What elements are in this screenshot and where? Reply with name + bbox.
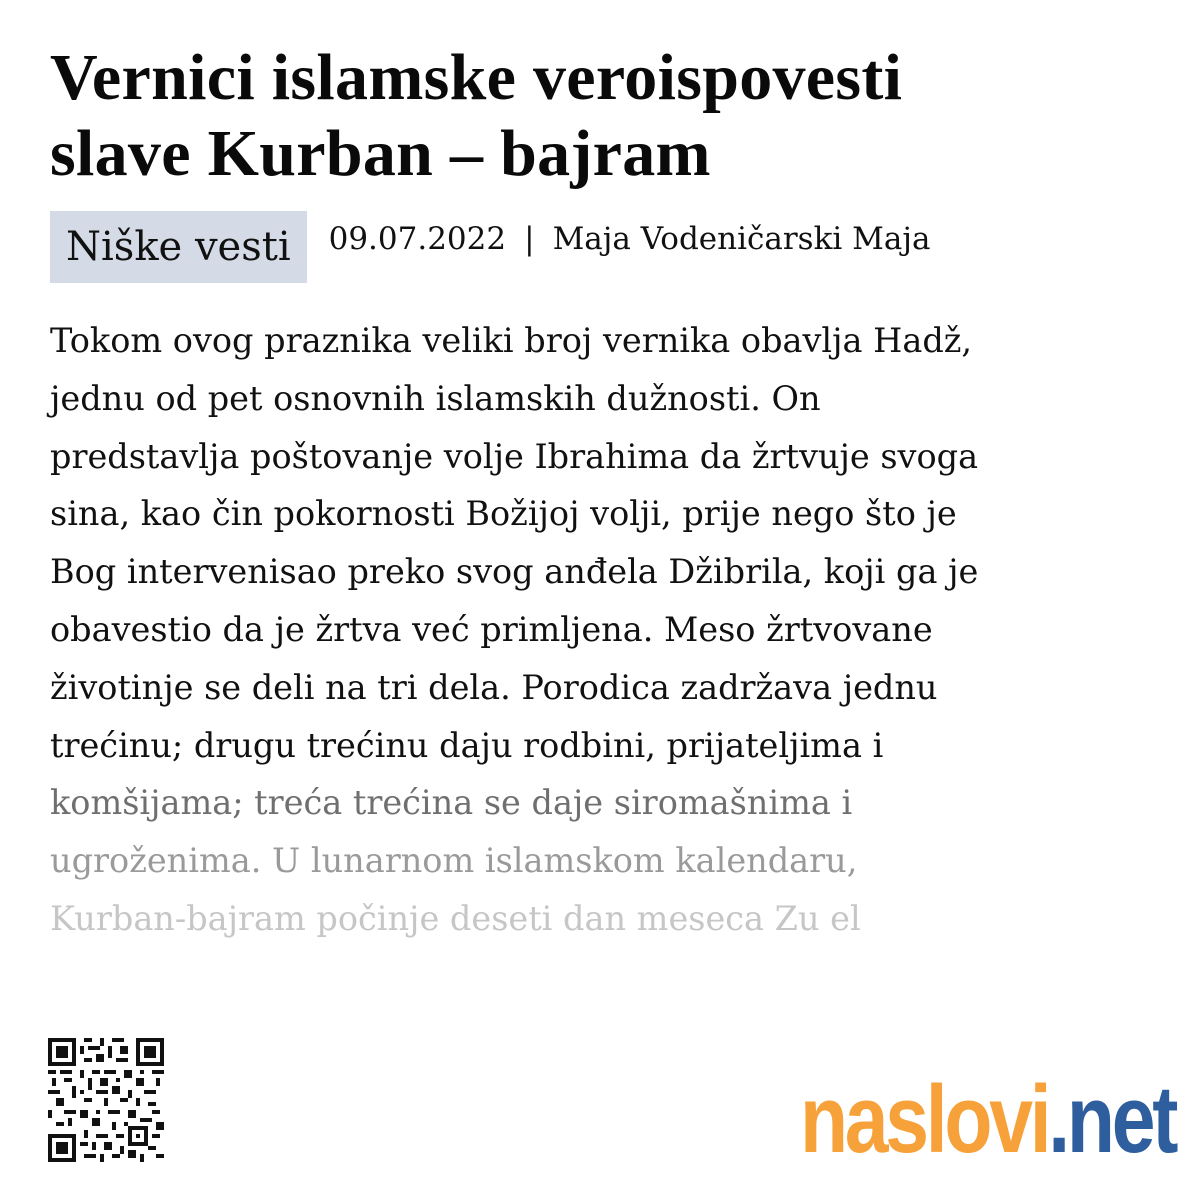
naslovi-net-logo[interactable]: [800, 1066, 1176, 1173]
body-line: životinje se deli na tri dela. Porodica zadržava jednu: [50, 667, 938, 707]
body-line-faded: Kurban-bajram počinje deseti dan meseca Zu el: [50, 898, 861, 938]
headline-line: Vernici islamske veroispovesti: [50, 41, 903, 114]
headline-line: slave Kurban – bajram: [50, 117, 711, 190]
author-name[interactable]: Maja Vodeničarski Maja: [552, 221, 931, 257]
body-line-faded: komšijama; treća trećina se daje siromašnima i: [50, 783, 853, 823]
meta-separator: |: [524, 221, 535, 257]
publish-date: 09.07.2022: [328, 221, 507, 257]
body-line: Tokom ovog praznika veliki broj vernika obavlja Hadž,: [50, 321, 973, 360]
body-line-faded: ugroženima. U lunarnom islamskom kalendaru,: [50, 841, 858, 881]
body-line: jednu od pet osnovnih islamskih dužnosti. On: [50, 378, 821, 418]
article-body: [50, 312, 1160, 948]
logo-text-naslovi: naslovi: [800, 1066, 1049, 1173]
article-headline: [50, 40, 1160, 192]
body-line: trećinu; drugu trećinu daju rodbini, prijateljima i: [50, 725, 884, 765]
body-line: obavestio da je žrtva već primljena. Meso žrtvovane: [50, 609, 933, 649]
body-line: predstavlja poštovanje volje Ibrahima da žrtvuje svoga: [50, 436, 979, 476]
logo-text-net: .net: [1048, 1066, 1176, 1173]
body-line: sina, kao čin pokornosti Božijoj volji, prije nego što je: [50, 494, 957, 534]
qr-code-icon[interactable]: [48, 1038, 164, 1162]
body-line: Bog intervenisao preko svog anđela Džibrila, koji ga je: [50, 552, 979, 592]
article-meta: [50, 211, 930, 283]
category-badge[interactable]: Niške vesti: [50, 211, 307, 283]
